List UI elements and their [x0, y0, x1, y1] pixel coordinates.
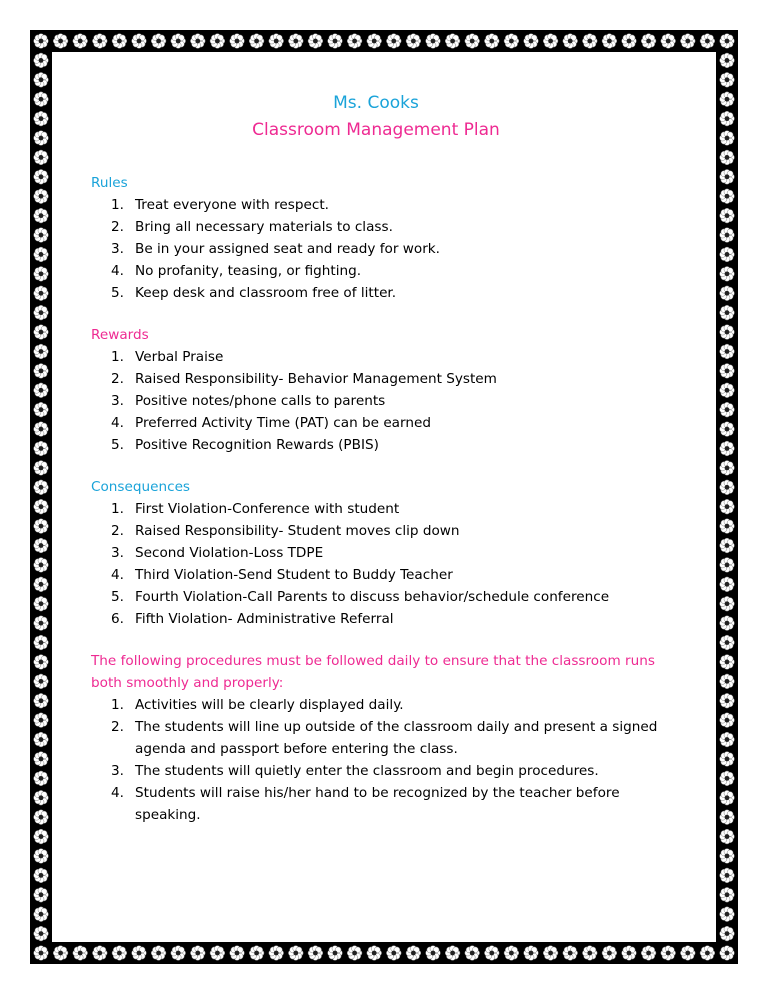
list-item-text: Raised Responsibility- Student moves clip down	[135, 523, 460, 539]
list-item-text: The students will quietly enter the classroom and begin procedures.	[135, 763, 599, 779]
list-number: 1.	[111, 349, 124, 365]
list-number: 6.	[111, 611, 124, 627]
list-number: 1.	[111, 197, 124, 213]
list-item-text: Raised Responsibility- Behavior Management System	[135, 371, 497, 387]
list-item	[91, 608, 671, 630]
list-item	[91, 760, 671, 782]
list-item	[91, 390, 671, 412]
list-number: 4.	[111, 263, 124, 279]
list-item-text: Fourth Violation-Call Parents to discuss behavior/schedule conference	[135, 589, 610, 605]
list-item-text: Verbal Praise	[135, 349, 224, 365]
list-item	[91, 260, 671, 282]
list-item-text: Positive notes/phone calls to parents	[135, 393, 386, 409]
list-item	[91, 716, 671, 760]
list-item	[91, 216, 671, 238]
list-item	[91, 238, 671, 260]
list-number: 2.	[111, 523, 124, 539]
list-number: 3.	[111, 393, 124, 409]
list-item-text: Preferred Activity Time (PAT) can be earned	[135, 415, 431, 431]
list-item	[91, 412, 671, 434]
list-item	[91, 520, 671, 542]
list-item-text: Be in your assigned seat and ready for work.	[135, 241, 440, 257]
list-item-text: Fifth Violation- Administrative Referral	[135, 611, 394, 627]
rules-list	[91, 194, 671, 304]
list-item	[91, 564, 671, 586]
list-item-text: Second Violation-Loss TDPE	[135, 545, 324, 561]
list-item-text: Keep desk and classroom free of litter.	[135, 285, 397, 301]
list-item	[91, 498, 671, 520]
list-number: 3.	[111, 241, 124, 257]
list-item	[91, 542, 671, 564]
list-number: 3.	[111, 545, 124, 561]
list-number: 1.	[111, 697, 124, 713]
list-number: 2.	[111, 719, 124, 735]
rewards-heading: Rewards	[91, 327, 149, 343]
list-number: 5.	[111, 589, 124, 605]
plan-content	[91, 90, 671, 826]
list-item	[91, 346, 671, 368]
list-number: 4.	[111, 567, 124, 583]
list-number: 3.	[111, 763, 124, 779]
list-item-text: First Violation-Conference with student	[135, 501, 400, 517]
list-number: 1.	[111, 501, 124, 517]
list-item-text: The students will line up outside of the classroom daily and present a signed agenda and passport before entering the class.	[135, 719, 658, 757]
list-item	[91, 282, 671, 304]
list-item	[91, 694, 671, 716]
rewards-list	[91, 346, 671, 456]
list-item-text: Students will raise his/her hand to be recognized by the teacher before speaking.	[135, 785, 620, 823]
list-number: 4.	[111, 785, 124, 801]
list-number: 2.	[111, 371, 124, 387]
list-item	[91, 194, 671, 216]
consequences-heading: Consequences	[91, 479, 191, 495]
list-number: 2.	[111, 219, 124, 235]
list-number: 4.	[111, 415, 124, 431]
page-title: Classroom Management Plan	[252, 120, 500, 140]
procedures-list	[91, 694, 671, 826]
list-item-text: Activities will be clearly displayed daily.	[135, 697, 404, 713]
list-item	[91, 782, 671, 826]
list-item-text: No profanity, teasing, or fighting.	[135, 263, 362, 279]
consequences-list	[91, 498, 671, 630]
list-item	[91, 368, 671, 390]
list-item-text: Treat everyone with respect.	[135, 197, 329, 213]
list-item	[91, 434, 671, 456]
procedures-heading: The following procedures must be followed daily to ensure that the classroom runs both smoothly and properly:	[91, 653, 655, 691]
list-item	[91, 586, 671, 608]
list-item-text: Bring all necessary materials to class.	[135, 219, 393, 235]
list-item-text: Third Violation-Send Student to Buddy Teacher	[135, 567, 453, 583]
list-number: 5.	[111, 437, 124, 453]
list-item-text: Positive Recognition Rewards (PBIS)	[135, 437, 379, 453]
rules-heading: Rules	[91, 175, 128, 191]
teacher-name: Ms. Cooks	[333, 93, 419, 113]
list-number: 5.	[111, 285, 124, 301]
